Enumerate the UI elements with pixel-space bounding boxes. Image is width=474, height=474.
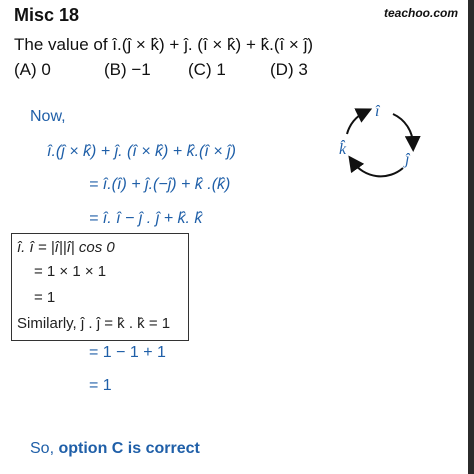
- option-a: (A) 0: [14, 60, 51, 79]
- now-label: Now,: [30, 108, 66, 125]
- cycle-label-j: ĵ: [405, 151, 410, 168]
- note-line-3: = 1: [34, 289, 56, 306]
- solution-line-2: = î.(î) + ĵ.(−ĵ) + k̂ .(k̂): [89, 176, 231, 193]
- note-box: [11, 233, 189, 341]
- arrow-i-to-j: [393, 114, 413, 144]
- solution-line-4: = 1 − 1 + 1: [89, 344, 166, 361]
- option-d: (D) 3: [270, 60, 308, 79]
- arrow-k-to-i: [347, 112, 365, 134]
- solution-line-1: î.(ĵ × k̂) + ĵ. (î × k̂) + k̂.(î × ĵ): [47, 143, 236, 160]
- question-text: The value of î.(ĵ × k̂) + ĵ. (î × k̂) + k̂.(î × ĵ): [14, 35, 314, 54]
- option-c: (C) 1: [188, 60, 226, 79]
- note-line-4: Similarly, ĵ . ĵ = k̂ . k̂ = 1: [17, 315, 171, 332]
- note-line-2: = 1 × 1 × 1: [34, 263, 107, 280]
- cycle-label-i: î: [375, 103, 380, 120]
- cycle-label-k: k̂: [339, 141, 347, 158]
- note-line-1: î. î = |î||î| cos 0: [17, 239, 115, 256]
- scrollbar[interactable]: [468, 0, 474, 474]
- conclusion-answer: option C is correct: [58, 440, 200, 457]
- solution-line-3: = î. î − ĵ . ĵ + k̂. k̂: [89, 210, 203, 227]
- brand-logo: teachoo.com: [383, 6, 458, 20]
- cyclic-unit-vector-diagram: [335, 100, 430, 190]
- option-b: (B) −1: [104, 60, 151, 79]
- conclusion-prefix: So,: [30, 440, 59, 457]
- arrow-j-to-k: [353, 162, 403, 176]
- conclusion: [30, 440, 200, 458]
- page-title: Misc 18: [14, 5, 80, 25]
- solution-line-5: = 1: [89, 377, 112, 394]
